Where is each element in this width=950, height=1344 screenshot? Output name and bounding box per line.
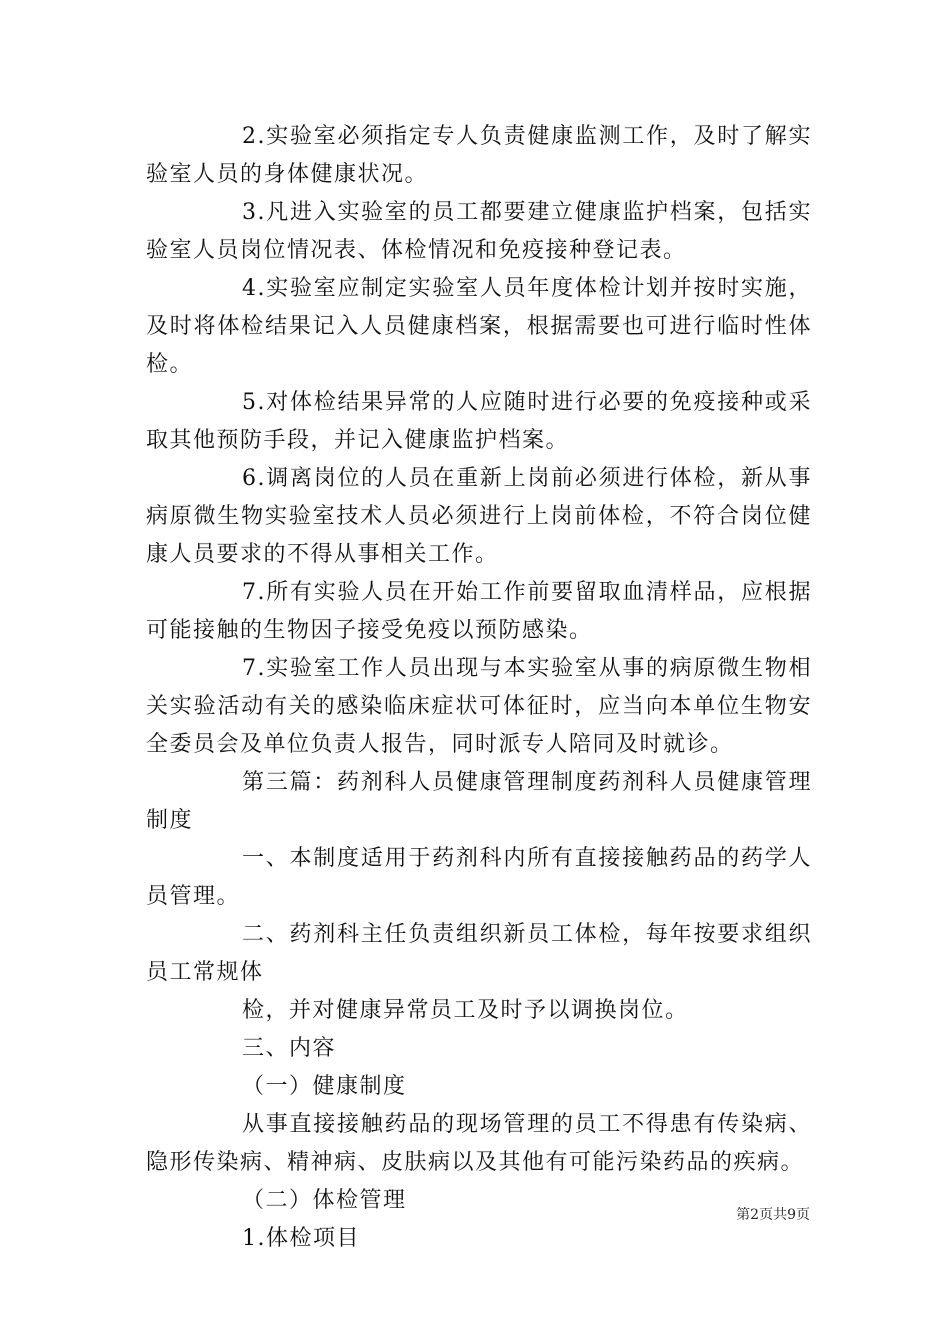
clause-three-heading: 三、内容: [242, 1036, 337, 1061]
subheading-exam-management: （二）体检管理: [242, 1188, 407, 1213]
clause-one: 一、本制度适用于药剂科内所有直接接触药品的药学人员管理。: [146, 846, 812, 909]
section-title: 第三篇：药剂科人员健康管理制度药剂科人员健康管理制度: [146, 770, 812, 833]
paragraph-3: 3.凡进入实验室的员工都要建立健康监护档案，包括实验室人员岗位情况表、体检情况和免疫接种登记表。: [146, 200, 812, 263]
clause-two-continued: 检，并对健康异常员工及时予以调换岗位。: [242, 998, 689, 1023]
clause-two: 二、药剂科主任负责组织新员工体检，每年按要求组织员工常规体: [146, 922, 812, 985]
exam-items-heading: 1.体检项目: [242, 1226, 360, 1251]
paragraph-6: 6.调离岗位的人员在重新上岗前必须进行体检，新从事病原微生物实验室技术人员必须进行上岗前体检，不符合岗位健康人员要求的不得从事相关工作。: [146, 466, 812, 567]
page-number: 第2页共9页: [736, 1207, 810, 1223]
paragraph-5: 5.对体检结果异常的人应随时进行必要的免疫接种或采取其他预防手段，并记入健康监护档案。: [146, 390, 812, 453]
health-system-text: 从事直接接触药品的现场管理的员工不得患有传染病、隐形传染病、精神病、皮肤病以及其他有可能污染药品的疾病。: [146, 1112, 812, 1175]
paragraph-4: 4.实验室应制定实验室人员年度体检计划并按时实施，及时将体检结果记入人员健康档案，根据需要也可进行临时性体检。: [146, 276, 812, 377]
paragraph-2: 2.实验室必须指定专人负责健康监测工作，及时了解实验室人员的身体健康状况。: [146, 124, 812, 187]
paragraph-7b: 7.实验室工作人员出现与本实验室从事的病原微生物相关实验活动有关的感染临床症状可体征时，应当向本单位生物安全委员会及单位负责人报告，同时派专人陪同及时就诊。: [146, 656, 812, 757]
subheading-health-system: （一）健康制度: [242, 1074, 407, 1099]
document-body: [146, 118, 812, 1258]
paragraph-7a: 7.所有实验人员在开始工作前要留取血清样品，应根据可能接触的生物因子接受免疫以预防感染。: [146, 580, 812, 643]
